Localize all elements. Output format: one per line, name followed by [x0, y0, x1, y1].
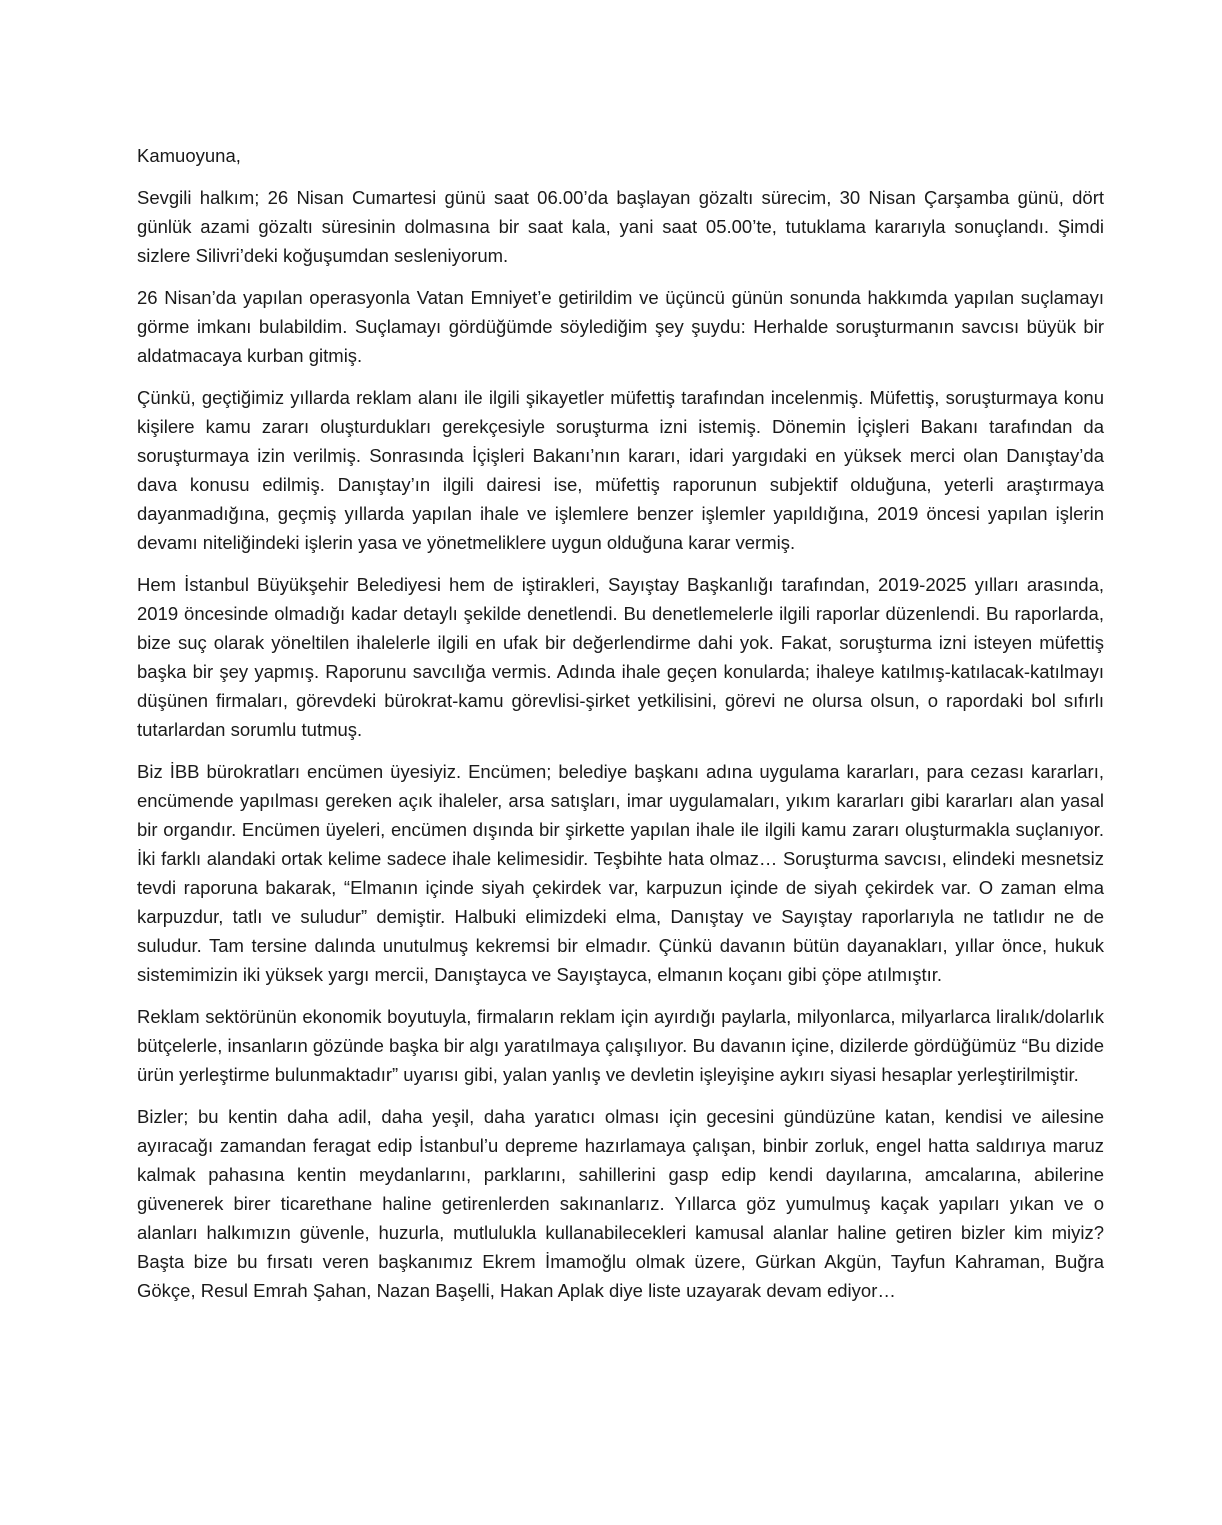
paragraph-operation-accusation: 26 Nisan’da yapılan operasyonla Vatan Emniyet’e getirildim ve üçüncü günün sonunda hakkımda yapılan suçlamayı görme imkanı bulabildim. Suçlamayı gördüğümde söylediğim şey şuydu: Herhalde soruşturmanın savcısı büyük bir aldatmacaya kurban gitmiş.	[137, 287, 1104, 366]
paragraph-sayistay-audits: Hem İstanbul Büyükşehir Belediyesi hem de iştirakleri, Sayıştay Başkanlığı tarafından, 2019-2025 yılları arasında, 2019 öncesinde olmadığı kadar detaylı şekilde denetlendi. Bu denetlemelerle ilgili raporlar düzenlendi. Bu raporlarda, bize suç olarak yöneltilen ihalelerle ilgili en ufak bir değerlendirme dahi yok. Fakat, soruşturma izni isteyen müfettiş başka bir şey yapmış. Raporunu savcılığa vermis. Adında ihale geçen konularda; ihaleye katılmış-katılacak-katılmayı düşünen firmaları, görevdeki bürokrat-kamu görevlisi-şirket yetkilisini, görevi ne olursa olsun, o rapordaki bol sıfırlı tutarlardan sorumlu tutmuş.	[137, 574, 1104, 740]
salutation: Kamuoyuna,	[137, 145, 241, 166]
paragraph-encumen-apple-watermelon: Biz İBB bürokratları encümen üyesiyiz. Encümen; belediye başkanı adına uygulama kararları, para cezası kararları, encümende yapılması gereken açık ihaleler, arsa satışları, imar uygulamaları, yıkım kararları gibi kararları alan yasal bir organdır. Encümen üyeleri, encümen dışında bir şirkette yapılan ihale ile ilgili kamu zararı oluşturmakla suçlanıyor. İki farklı alandaki ortak kelime sadece ihale kelimesidir. Teşbihte hata olmaz… Soruşturma savcısı, elindeki mesnetsiz tevdi raporuna bakarak, “Elmanın içinde siyah çekirdek var, karpuzun içinde de siyah çekirdek var. O zaman elma karpuzdur, tatlı ve suludur” demiştir. Halbuki elimizdeki elma, Danıştay ve Sayıştay raporlarıyla ne tatlıdır ne de suludur. Tam tersine dalında unutulmuş kekremsi bir elmadır. Çünkü davanın bütün dayanakları, yıllar önce, hukuk sistemimizin iki yüksek yargı mercii, Danıştayca ve Sayıştayca, elmanın koçanı gibi çöpe atılmıştır.	[137, 761, 1104, 985]
paragraph-city-workers-names: Bizler; bu kentin daha adil, daha yeşil, daha yaratıcı olması için gecesini gündüzüne katan, kendisi ve ailesine ayıracağı zamandan feragat edip İstanbul’u depreme hazırlamaya çalışan, binbir zorluk, engel hatta saldırıya maruz kalmak pahasına kentin meydanlarını, parklarını, sahillerini gasp edip kendi dayılarına, amcalarına, abilerine güvenerek birer ticarethane haline getirenlerden sakınanlarız. Yıllarca göz yumulmuş kaçak yapıları yıkan ve o alanları halkımızın güvenle, huzurla, mutlulukla kullanabilecekleri kamusal alanlar haline getiren bizler kim miyiz? Başta bize bu fırsatı veren başkanımız Ekrem İmamoğlu olmak üzere, Gürkan Akgün, Tayfun Kahraman, Buğra Gökçe, Resul Emrah Şahan, Nazan Başelli, Hakan Aplak diye liste uzayarak devam ediyor…	[137, 1106, 1104, 1301]
paragraph-detention-summary: Sevgili halkım; 26 Nisan Cumartesi günü saat 06.00’da başlayan gözaltı sürecim, 30 Nisan Çarşamba günü, dört günlük azami gözaltı süresinin dolmasına bir saat kala, yani saat 05.00’te, tutuklama kararıyla sonuçlandı. Şimdi sizlere Silivri’deki koğuşumdan sesleniyorum.	[137, 187, 1104, 266]
paragraph-inspector-danistay: Çünkü, geçtiğimiz yıllarda reklam alanı ile ilgili şikayetler müfettiş tarafından incelenmiş. Müfettiş, soruşturmaya konu kişilere kamu zararı oluşturdukları gerekçesiyle soruşturma izni istemiş. Dönemin İçişleri Bakanı tarafından da soruşturmaya izin verilmiş. Sonrasında İçişleri Bakanı’nın kararı, idari yargıdaki en yüksek merci olan Danıştay’da dava konusu edilmiş. Danıştay’ın ilgili dairesi ise, müfettiş raporunun subjektif olduğuna, yeterli araştırmaya dayanmadığına, geçmiş yıllarda yapılan ihale ve işlemlere benzer işlemler yapıldığına, 2019 öncesi yapılan işlerin devamı niteliğindeki işlerin yasa ve yönetmeliklere uygun olduğuna karar vermiş.	[137, 387, 1104, 553]
paragraph-advertising-sector: Reklam sektörünün ekonomik boyutuyla, firmaların reklam için ayırdığı paylarla, milyonlarca, milyarlarca liralık/dolarlık bütçelerle, insanların gözünde başka bir algı yaratılmaya çalışılıyor. Bu davanın içine, dizilerde gördüğümüz “Bu dizide ürün yerleştirme bulunmaktadır” uyarısı gibi, yalan yanlış ve devletin işleyişine aykırı siyasi hesaplar yerleştirilmiştir.	[137, 1006, 1104, 1085]
